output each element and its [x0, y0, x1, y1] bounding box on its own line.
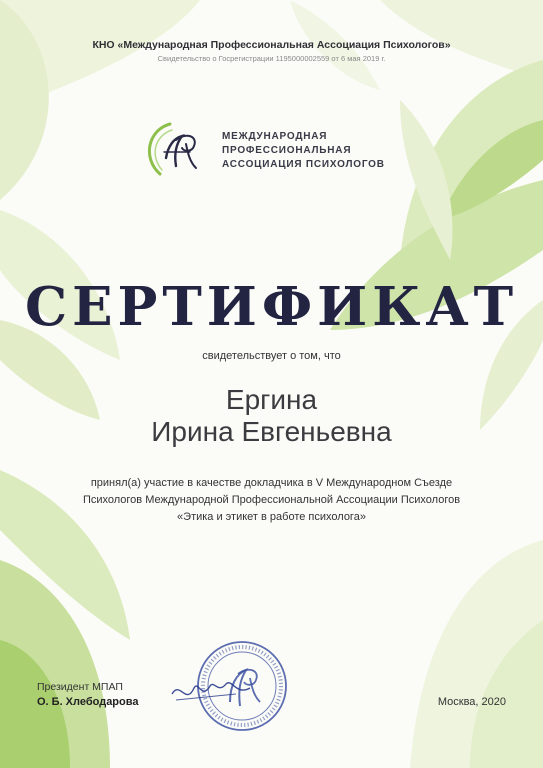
registration-info: Свидетельство о Госрегистрации 1195000002559 от 6 мая 2019 г.: [157, 54, 386, 63]
description-line-1: принял(а) участие в качестве докладчика в V Международном Съезде: [90, 477, 453, 489]
association-logo-icon: [146, 118, 212, 184]
president-title: Президент МПАП: [37, 681, 123, 693]
place-and-date: Москва, 2020: [437, 696, 506, 708]
participation-description: [0, 475, 543, 526]
recipient-given-names: Ирина Евгеньевна: [151, 416, 392, 447]
association-logo-text: [222, 130, 422, 172]
description-line-2: Психологов Международной Профессиональной Ассоциации Психологов: [82, 494, 461, 506]
organization-name: КНО «Международная Профессиональная Ассоциация Психологов»: [92, 39, 451, 51]
logo-line-1: МЕЖДУНАРОДНАЯ: [222, 131, 328, 142]
logo-line-3: АССОЦИАЦИЯ ПСИХОЛОГОВ: [222, 159, 385, 170]
recipient-name: [0, 384, 543, 448]
description-line-3: «Этика и этикет в работе психолога»: [177, 511, 366, 523]
certifies-text: свидетельствует о том, что: [202, 350, 341, 362]
logo-line-2: ПРОФЕССИОНАЛЬНАЯ: [222, 145, 352, 156]
recipient-surname: Ергина: [225, 384, 318, 415]
certificate-title: СЕРТИФИКАТ: [24, 276, 519, 338]
president-name: О. Б. Хлебодарова: [37, 696, 139, 708]
official-stamp: [166, 636, 294, 736]
